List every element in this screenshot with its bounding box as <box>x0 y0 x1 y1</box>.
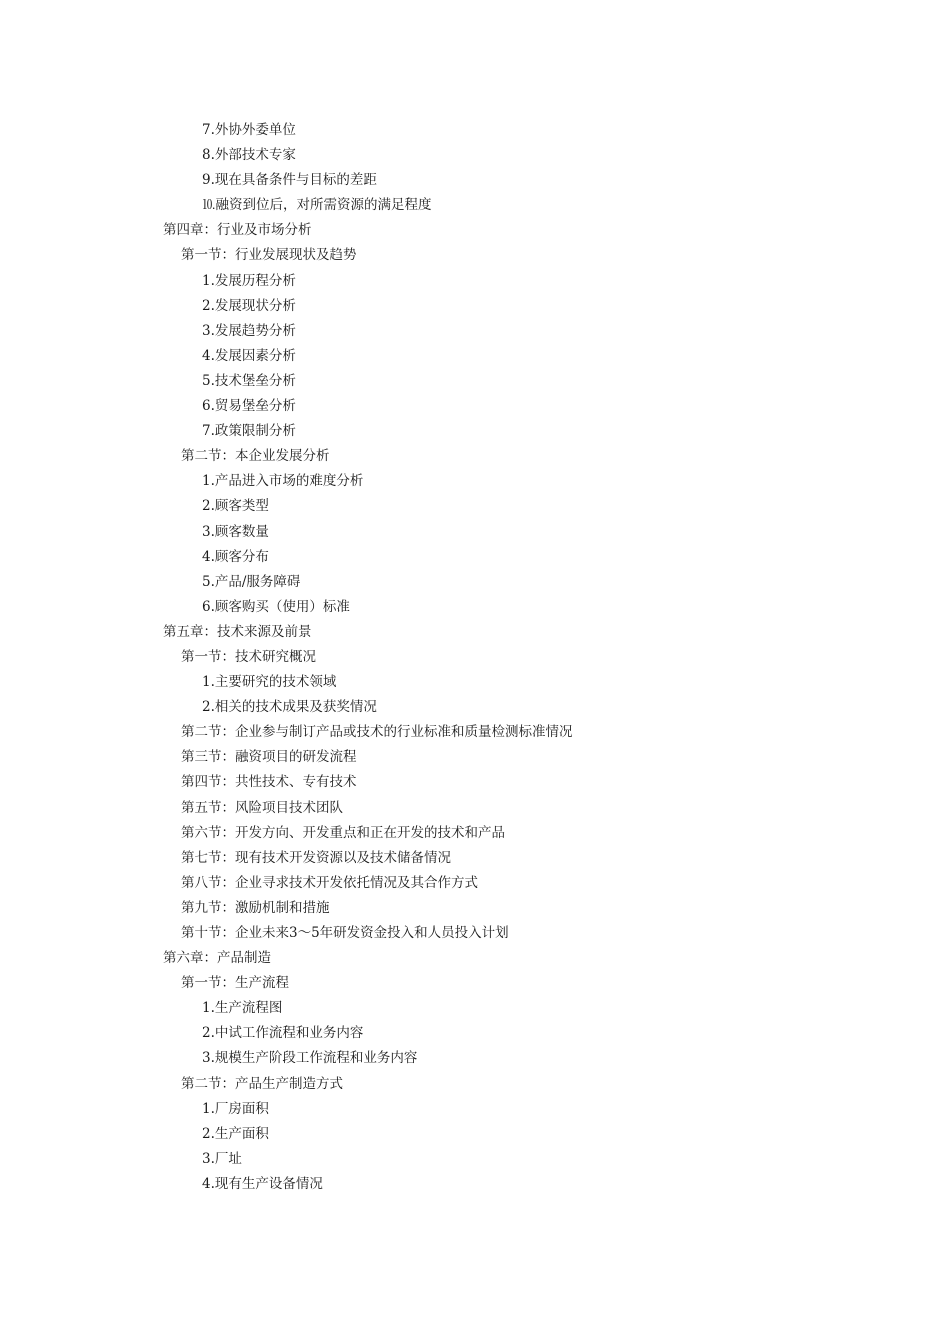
chapter-heading: 第五章：技术来源及前景 <box>163 623 312 640</box>
subsection-item: 1.厂房面积 <box>202 1100 269 1117</box>
chapter-heading: 第四章：行业及市场分析 <box>163 222 312 239</box>
subsection-item: 2.中试工作流程和业务内容 <box>202 1025 364 1042</box>
section-heading: 第十节：企业未来3～5年研发资金投入和人员投入计划 <box>181 925 509 941</box>
section-heading: 第一节：生产流程 <box>181 975 289 992</box>
section-heading: 第六节：开发方向、开发重点和正在开发的技术和产品 <box>181 824 505 841</box>
subsection-item: 3.规模生产阶段工作流程和业务内容 <box>202 1050 418 1067</box>
subsection-item: 2.生产面积 <box>202 1125 269 1142</box>
subsection-item: 4.现有生产设备情况 <box>202 1175 323 1192</box>
subsection-item: 3.厂址 <box>202 1150 242 1167</box>
section-heading: 第八节：企业寻求技术开发依托情况及其合作方式 <box>181 874 478 891</box>
section-heading: 第九节：激励机制和措施 <box>181 899 330 916</box>
section-heading: 第三节：融资项目的研发流程 <box>181 749 357 766</box>
section-heading: 第五节：风险项目技术团队 <box>181 799 343 816</box>
subsection-item: 1.发展历程分析 <box>202 272 296 289</box>
section-heading: 第二节：本企业发展分析 <box>181 448 330 465</box>
subsection-item: 1.生产流程图 <box>202 1000 283 1017</box>
subsection-item: 6.顾客购买（使用）标准 <box>202 598 350 615</box>
chapter-heading: 第六章：产品制造 <box>163 950 271 967</box>
section-heading: 第四节：共性技术、专有技术 <box>181 774 357 791</box>
table-of-contents <box>0 118 950 1197</box>
subsection-item: 7.外协外委单位 <box>202 122 296 138</box>
subsection-item: 2.顾客类型 <box>202 498 269 515</box>
subsection-item: 2.发展现状分析 <box>202 297 296 314</box>
subsection-item: 4.发展因素分析 <box>202 347 296 364</box>
section-heading: 第一节：技术研究概况 <box>181 648 316 665</box>
section-heading: 第二节：企业参与制订产品或技术的行业标准和质量检测标准情况 <box>181 724 573 741</box>
subsection-item: 5.产品/服务障碍 <box>202 573 301 590</box>
section-heading: 第二节：产品生产制造方式 <box>181 1075 343 1092</box>
section-heading: 第七节：现有技术开发资源以及技术储备情况 <box>181 849 451 866</box>
subsection-item: 2.相关的技术成果及获奖情况 <box>202 699 377 716</box>
subsection-item: ⒑融资到位后，对所需资源的满足程度 <box>202 197 432 214</box>
subsection-item: 9.现在具备条件与目标的差距 <box>202 172 377 189</box>
document-page <box>0 118 950 1197</box>
subsection-item: 8.外部技术专家 <box>202 147 296 164</box>
subsection-item: 6.贸易堡垒分析 <box>202 398 296 415</box>
subsection-item: 3.发展趋势分析 <box>202 322 296 339</box>
subsection-item: 1.产品进入市场的难度分析 <box>202 473 364 490</box>
section-heading: 第一节：行业发展现状及趋势 <box>181 247 357 264</box>
subsection-item: 3.顾客数量 <box>202 523 269 540</box>
subsection-item: 5.技术堡垒分析 <box>202 372 296 389</box>
subsection-item: 7.政策限制分析 <box>202 423 296 440</box>
subsection-item: 4.顾客分布 <box>202 548 269 565</box>
subsection-item: 1.主要研究的技术领域 <box>202 674 337 691</box>
